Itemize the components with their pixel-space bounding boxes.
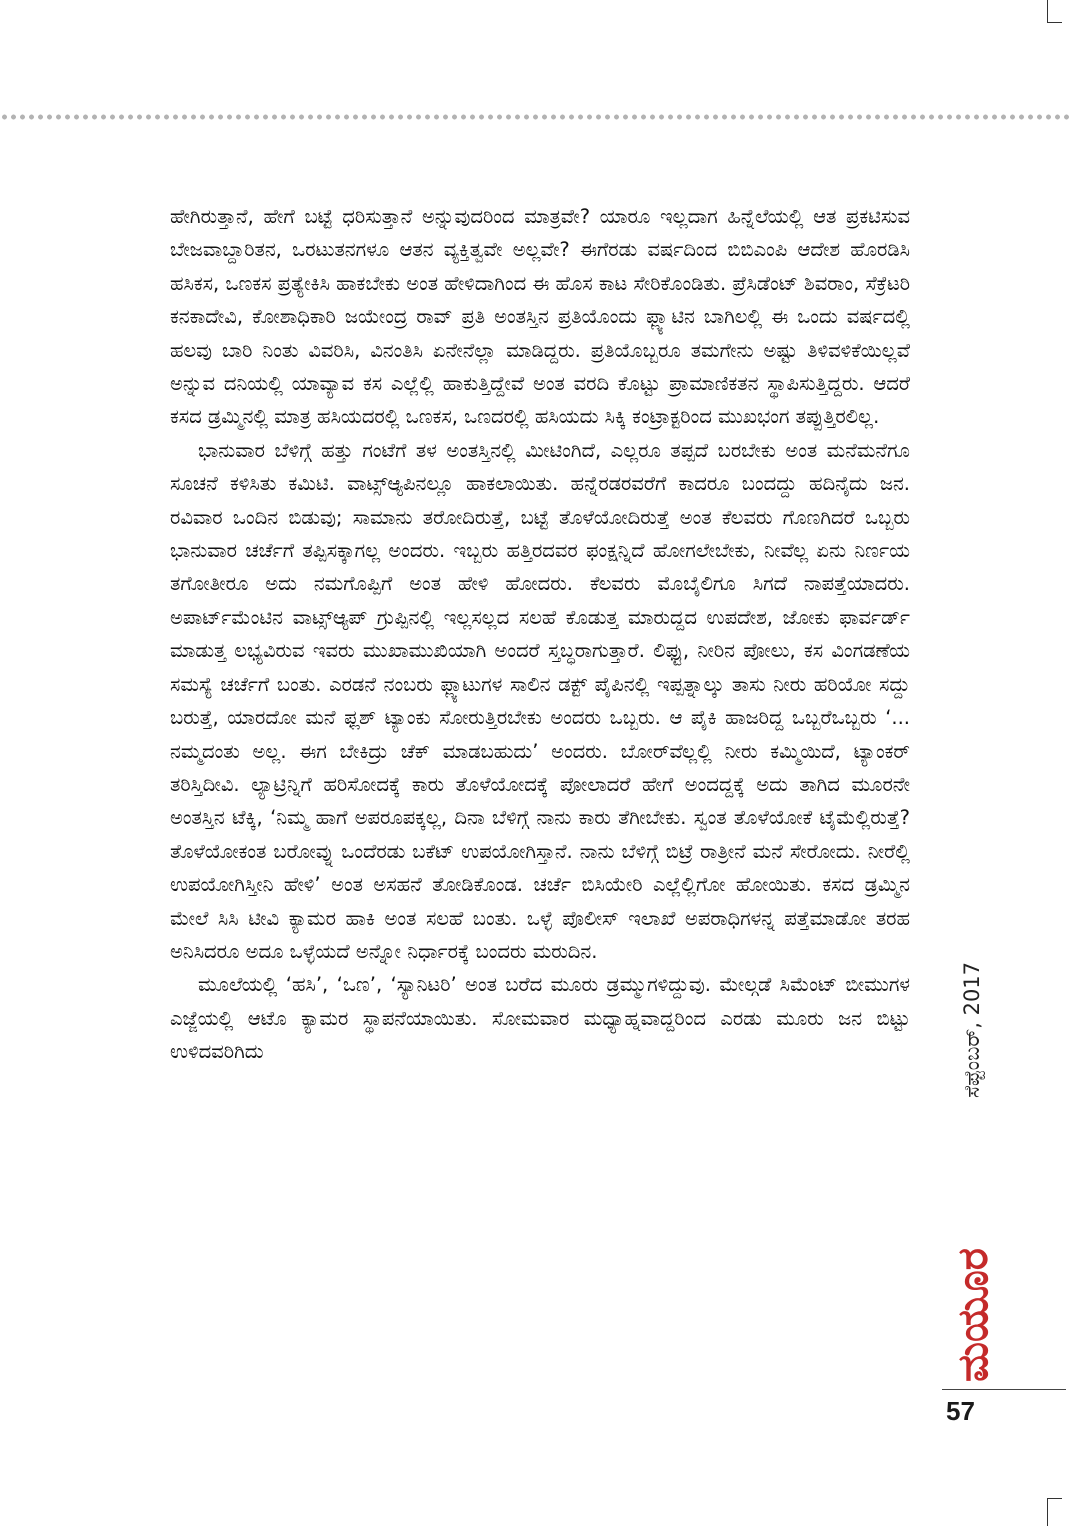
crop-mark-bottom bbox=[1047, 1498, 1062, 1526]
article-paragraph-2: ಭಾನುವಾರ ಬೆಳಿಗ್ಗೆ ಹತ್ತು ಗಂಟೆಗೆ ತಳ ಅಂತಸ್ತಿನಲ್ಲಿ ಮೀಟಿಂಗಿದೆ, ಎಲ್ಲರೂ ತಪ್ಪದೆ ಬರಬೇಕು ಅಂತ ಮನೆಮನೆಗೂ ಸೂಚನೆ ಕಳಿಸಿತು ಕಮಿಟಿ. ವಾಟ್ಸ್‌ಆ್ಯಪಿನಲ್ಲೂ ಹಾಕಲಾಯಿತು. ಹನ್ನೆರಡರವರೆಗೆ ಕಾದರೂ ಬಂದದ್ದು ಹದಿನೈದು ಜನ. ರವಿವಾರ ಒಂದಿನ ಬಿಡುವು; ಸಾಮಾನು ತರೋದಿರುತ್ತೆ, ಬಟ್ಟೆ ತೊಳೆಯೋದಿರುತ್ತೆ ಅಂತ ಕೆಲವರು ಗೊಣಗಿದರೆ ಒಬ್ಬರು ಭಾನುವಾರ ಚರ್ಚೆಗೆ ತಪ್ಪಿಸಕ್ಕಾಗಲ್ಲ ಅಂದರು. ಇಬ್ಬರು ಹತ್ತಿರದವರ ಫಂಕ್ಷನ್ನಿದೆ ಹೋಗಲೇಬೇಕು, ನೀವೆಲ್ಲ ಏನು ನಿರ್ಣಯ ತಗೋತೀರೂ ಅದು ನಮಗೊಪ್ಪಿಗೆ ಅಂತ ಹೇಳಿ ಹೋದರು. ಕೆಲವರು ಮೊಬೈಲಿಗೂ ಸಿಗದೆ ನಾಪತ್ತೆಯಾದರು. ಅಪಾರ್ಟ್‌ಮೆಂಟಿನ ವಾಟ್ಸ್‌ಆ್ಯಪ್ ಗ್ರುಪ್ಪಿನಲ್ಲಿ ಇಲ್ಲಸಲ್ಲದ ಸಲಹೆ ಕೊಡುತ್ತ ಮಾರುದ್ದದ ಉಪದೇಶ, ಜೋಕು ಫಾರ್ವರ್ಡ್ ಮಾಡುತ್ತ ಲಭ್ಯವಿರುವ ಇವರು ಮುಖಾಮುಖಿಯಾಗಿ ಅಂದರೆ ಸ್ತಬ್ಧರಾಗುತ್ತಾರೆ. ಲಿಫ್ಟು, ನೀರಿನ ಪೋಲು, ಕಸ ವಿಂಗಡಣೆಯ ಸಮಸ್ಯೆ ಚರ್ಚೆಗೆ ಬಂತು. ಎರಡನೆ ನಂಬರು ಫ್ಲ್ಯಾಟುಗಳ ಸಾಲಿನ ಡಕ್ಟ್ ಪೈಪಿನಲ್ಲಿ ಇಪ್ಪತ್ನಾಲ್ಕು ತಾಸು ನೀರು ಹರಿಯೋ ಸದ್ದು ಬರುತ್ತೆ, ಯಾರದೋ ಮನೆ ಫ್ಲಶ್ ಟ್ಯಾಂಕು ಸೋರುತ್ತಿರಬೇಕು ಅಂದರು ಒಬ್ಬರು. ಆ ಪೈಕಿ ಹಾಜರಿದ್ದ ಒಬ್ಬರೆಒಬ್ಬರು ‘... ನಮ್ಮದಂತು ಅಲ್ಲ. ಈಗ ಬೇಕಿದ್ರು ಚೆಕ್ ಮಾಡಬಹುದು’ ಅಂದರು. ಬೋರ್‌ವೆಲ್ಲಲ್ಲಿ ನೀರು ಕಮ್ಮಿಯಿದೆ, ಟ್ಯಾಂಕರ್ ತರಿಸ್ತಿದೀವಿ. ಲ್ಯಾಟ್ರಿನ್ನಿಗೆ ಹರಿಸೋದಕ್ಕೆ ಕಾರು ತೊಳೆಯೋದಕ್ಕೆ ಪೋಲಾದರೆ ಹೇಗೆ ಅಂದದ್ದಕ್ಕೆ ಅದು ತಾಗಿದ ಮೂರನೇ ಅಂತಸ್ತಿನ ಟೆಕ್ಕಿ, ‘ನಿಮ್ಮ ಹಾಗೆ ಅಪರೂಪಕ್ಕಲ್ಲ, ದಿನಾ ಬೆಳಿಗ್ಗೆ ನಾನು ಕಾರು ತೆಗೀಬೇಕು. ಸ್ವಂತ ತೊಳೆಯೋಕೆ ಟೈಮೆಲ್ಲಿರುತ್ತೆ? ತೊಳೆಯೋಕಂತ ಬರೋವ್ನು ಒಂದೆರಡು ಬಕೆಟ್ ಉಪಯೋಗಿಸ್ತಾನೆ. ನಾನು ಬೆಳಿಗ್ಗೆ ಬಿಟ್ರೆ ರಾತ್ರೀನೆ ಮನೆ ಸೇರೋದು. ನೀರೆಲ್ಲಿ ಉಪಯೋಗಿಸ್ತೀನಿ ಹೇಳಿ’ ಅಂತ ಅಸಹನೆ ತೋಡಿಕೊಂಡ. ಚರ್ಚೆ ಬಿಸಿಯೇರಿ ಎಲ್ಲೆಲ್ಲಿಗೋ ಹೋಯಿತು. ಕಸದ ಡ್ರಮ್ಮಿನ ಮೇಲೆ ಸಿಸಿ ಟೀವಿ ಕ್ಯಾಮರ ಹಾಕಿ ಅಂತ ಸಲಹೆ ಬಂತು. ಒಳ್ಳೆ ಪೊಲೀಸ್ ಇಲಾಖೆ ಅಪರಾಧಿಗಳನ್ನ ಪತ್ತೆಮಾಡೋ ತರಹ ಅನಿಸಿದರೂ ಅದೂ ಒಳ್ಳೆಯದೆ ಅನ್ನೋ ನಿರ್ಧಾರಕ್ಕೆ ಬಂದರು ಮರುದಿನ. bbox=[170, 438, 910, 963]
page-number-rule bbox=[942, 1389, 1066, 1390]
magazine-logo: ಮಯೂರ bbox=[948, 1248, 997, 1382]
article-paragraph-3: ಮೂಲೆಯಲ್ಲಿ ‘ಹಸಿ’, ‘ಒಣ’, ‘ಸ್ಯಾನಿಟರಿ’ ಅಂತ ಬರೆದ ಮೂರು ಡ್ರಮ್ಮುಗಳಿದ್ದುವು. ಮೇಲ್ಗಡೆ ಸಿಮೆಂಟ್ ಬೀಮುಗಳ ಎಜ್ಜೆಯಲ್ಲಿ ಆಟೊ ಕ್ಯಾಮರ ಸ್ಥಾಪನೆಯಾಯಿತು. ಸೋಮವಾರ ಮಧ್ಯಾಹ್ನವಾದ್ದರಿಂದ ಎರಡು ಮೂರು ಜನ ಬಿಟ್ಟು ಉಳಿದವರಿಗಿದು bbox=[170, 973, 910, 1064]
dotted-divider bbox=[0, 113, 1072, 121]
crop-mark-top bbox=[1047, 0, 1062, 23]
page-number: 57 bbox=[946, 1396, 975, 1426]
issue-date: ಸೆಪ್ಟೆಂಬರ್, 2017 bbox=[960, 961, 984, 1098]
article-paragraph-1: ಹೇಗಿರುತ್ತಾನೆ, ಹೇಗೆ ಬಟ್ಟೆ ಧರಿಸುತ್ತಾನೆ ಅನ್ನುವುದರಿಂದ ಮಾತ್ರವೇ? ಯಾರೂ ಇಲ್ಲದಾಗ ಹಿನ್ನೆಲೆಯಲ್ಲಿ ಆತ ಪ್ರಕಟಿಸುವ ಬೇಜವಾಬ್ದಾರಿತನ, ಒರಟುತನಗಳೂ ಆತನ ವ್ಯಕ್ತಿತ್ವವೇ ಅಲ್ಲವೇ? ಈಗೆರಡು ವರ್ಷದಿಂದ ಬಿಬಿಎಂಪಿ ಆದೇಶ ಹೊರಡಿಸಿ ಹಸಿಕಸ, ಒಣಕಸ ಪ್ರತ್ಯೇಕಿಸಿ ಹಾಕಬೇಕು ಅಂತ ಹೇಳಿದಾಗಿಂದ ಈ ಹೊಸ ಕಾಟ ಸೇರಿಕೊಂಡಿತು. ಪ್ರೆಸಿಡೆಂಟ್ ಶಿವರಾಂ, ಸೆಕ್ರೆಟರಿ ಕನಕಾದೇವಿ, ಕೋಶಾಧಿಕಾರಿ ಜಯೇಂದ್ರ ರಾವ್ ಪ್ರತಿ ಅಂತಸ್ತಿನ ಪ್ರತಿಯೊಂದು ಫ್ಲ್ಯಾಟಿನ ಬಾಗಿಲಲ್ಲಿ ಈ ಒಂದು ವರ್ಷದಲ್ಲಿ ಹಲವು ಬಾರಿ ನಿಂತು ವಿವರಿಸಿ, ವಿನಂತಿಸಿ ಏನೇನೆಲ್ಲಾ ಮಾಡಿದ್ದರು. ಪ್ರತಿಯೊಬ್ಬರೂ ತಮಗೇನು ಅಷ್ಟು ತಿಳಿವಳಿಕೆಯಿಲ್ಲವೆ ಅನ್ನುವ ದನಿಯಲ್ಲಿ ಯಾವ್ಯಾವ ಕಸ ಎಲ್ಲೆಲ್ಲಿ ಹಾಕುತ್ತಿದ್ದೇವೆ ಅಂತ ವರದಿ ಕೊಟ್ಟು ಪ್ರಾಮಾಣಿಕತನ ಸ್ಥಾಪಿಸುತ್ತಿದ್ದರು. ಆದರೆ ಕಸದ ಡ್ರಮ್ಮಿನಲ್ಲಿ ಮಾತ್ರ ಹಸಿಯದರಲ್ಲಿ ಒಣಕಸ, ಒಣದರಲ್ಲಿ ಹಸಿಯದು ಸಿಕ್ಕಿ ಕಂಟ್ರಾಕ್ಟರಿಂದ ಮುಖಭಂಗ ತಪ್ಪುತ್ತಿರಲಿಲ್ಲ. bbox=[170, 205, 910, 429]
article-body bbox=[170, 200, 910, 1069]
